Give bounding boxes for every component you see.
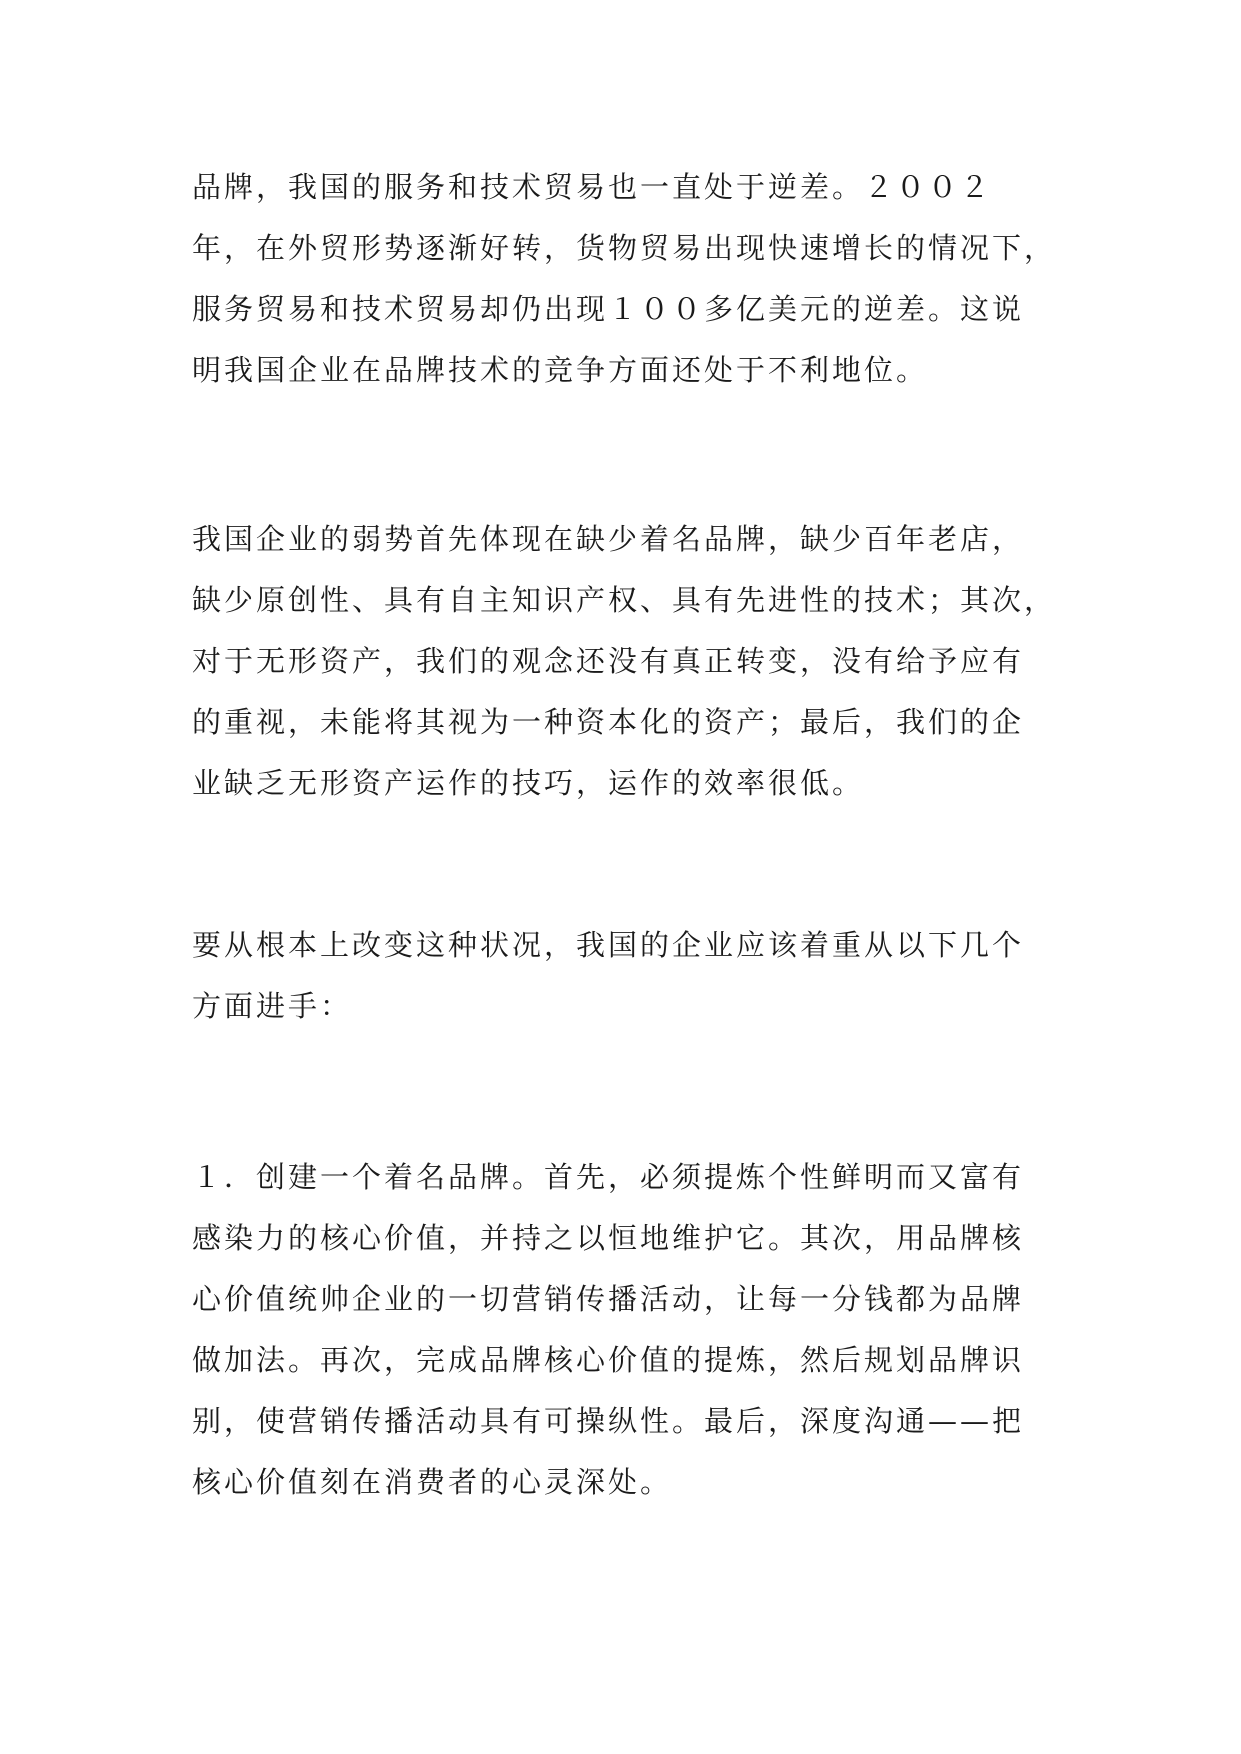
text-line: 业缺乏无形资产运作的技巧，运作的效率很低。	[192, 766, 865, 800]
paragraph-trade-deficit	[192, 157, 1072, 401]
text-line: 心价值统帅企业的一切营销传播活动，让每一分钱都为品牌	[192, 1282, 1025, 1316]
paragraph-item-1-brand	[192, 1147, 1072, 1513]
text-line: 做加法。再次，完成品牌核心价值的提炼，然后规划品牌识	[192, 1343, 1025, 1377]
text-line: 年，在外贸形势逐渐好转，货物贸易出现快速增长的情况下，	[192, 231, 1057, 265]
paragraph-enterprise-weakness	[192, 509, 1072, 814]
text-line: 方面进手：	[192, 989, 353, 1023]
text-line: 别，使营销传播活动具有可操纵性。最后，深度沟通——把	[192, 1404, 1025, 1438]
text-line: 我国企业的弱势首先体现在缺少着名品牌，缺少百年老店，	[192, 522, 1025, 556]
text-line: 缺少原创性、具有自主知识产权、具有先进性的技术；其次，	[192, 583, 1057, 617]
text-line: 服务贸易和技术贸易却仍出现１００多亿美元的逆差。这说	[192, 292, 1025, 326]
paragraph-approach-intro	[192, 915, 1072, 1037]
text-line: 明我国企业在品牌技术的竞争方面还处于不利地位。	[192, 353, 929, 387]
text-line: 要从根本上改变这种状况，我国的企业应该着重从以下几个	[192, 928, 1025, 962]
text-line: 的重视，未能将其视为一种资本化的资产；最后，我们的企	[192, 705, 1025, 739]
text-line: 对于无形资产，我们的观念还没有真正转变，没有给予应有	[192, 644, 1025, 678]
text-line: １．创建一个着名品牌。首先，必须提炼个性鲜明而又富有	[192, 1160, 1025, 1194]
text-line: 感染力的核心价值，并持之以恒地维护它。其次，用品牌核	[192, 1221, 1025, 1255]
text-line: 核心价值刻在消费者的心灵深处。	[192, 1465, 673, 1499]
text-line: 品牌，我国的服务和技术贸易也一直处于逆差。２００２	[192, 170, 993, 204]
